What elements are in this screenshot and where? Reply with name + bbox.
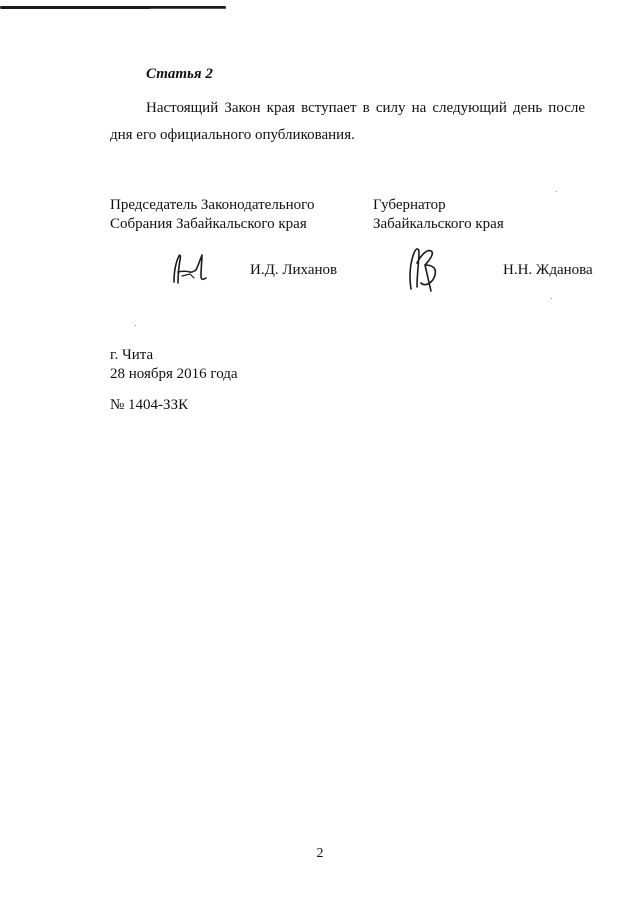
right-title-line-2: Забайкальского края — [373, 216, 504, 232]
right-handwritten-signature — [405, 243, 445, 295]
article-heading: Статья 2 — [146, 66, 213, 82]
left-title-line-2: Собрания Забайкальского края — [110, 216, 307, 232]
right-signatory-title — [373, 196, 504, 234]
right-title-line-1: Губернатор — [373, 197, 446, 213]
right-signatory-name: Н.Н. Жданова — [503, 262, 593, 278]
place-and-date — [110, 346, 238, 384]
scan-speck — [551, 298, 552, 299]
page-number: 2 — [316, 846, 324, 861]
left-signatory-title — [110, 196, 314, 234]
article-paragraph: Настоящий Закон края вступает в силу на следующий день после дня его официального опубликования. — [110, 100, 585, 143]
left-title-line-1: Председатель Законодательного — [110, 197, 315, 213]
left-signatory-name: И.Д. Лиханов — [250, 262, 338, 278]
left-handwritten-signature — [168, 252, 212, 288]
scan-speck — [556, 191, 557, 192]
scan-speck — [135, 325, 136, 326]
city: г. Чита — [110, 347, 154, 363]
document-number: № 1404-ЗЗК — [110, 397, 189, 413]
scan-artifact-line-tail — [150, 8, 226, 9]
date: 28 ноября 2016 года — [110, 366, 238, 382]
